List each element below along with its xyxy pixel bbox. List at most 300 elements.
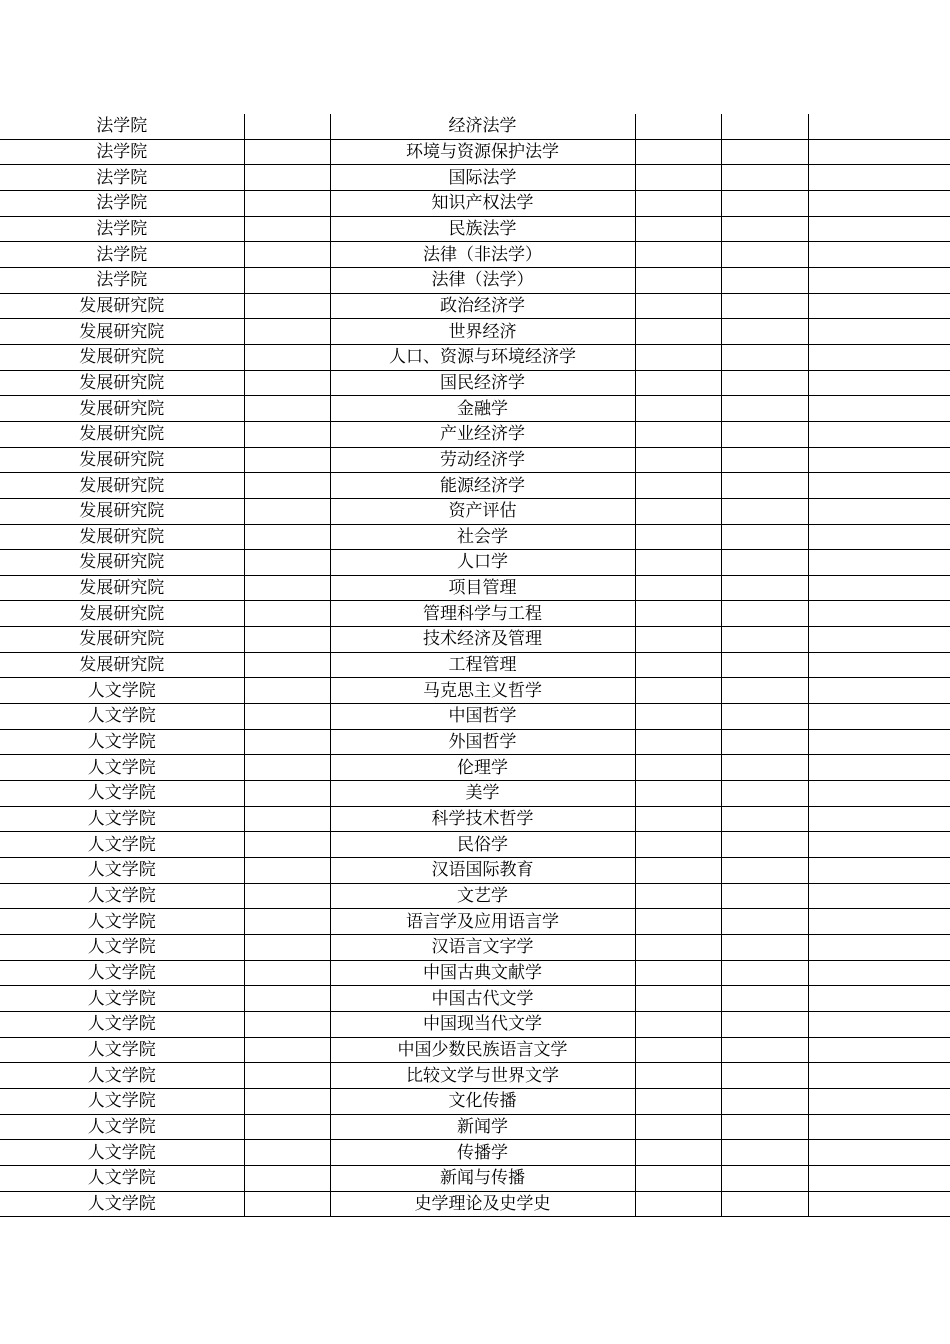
blank-cell (808, 421, 950, 447)
blank-cell (721, 575, 808, 601)
major-cell: 国际法学 (330, 165, 635, 191)
blank-cell (635, 627, 721, 653)
table-row (0, 678, 950, 704)
department-cell: 人文学院 (0, 1011, 244, 1037)
table-row (0, 729, 950, 755)
blank-cell (721, 704, 808, 730)
blank-cell (808, 139, 950, 165)
blank-cell (635, 370, 721, 396)
department-cell: 法学院 (0, 242, 244, 268)
blank-cell (244, 806, 330, 832)
blank-cell (721, 1011, 808, 1037)
blank-cell (721, 935, 808, 961)
blank-cell (808, 1114, 950, 1140)
department-cell: 人文学院 (0, 909, 244, 935)
blank-cell (808, 114, 950, 139)
major-cell: 文化传播 (330, 1088, 635, 1114)
department-cell: 发展研究院 (0, 370, 244, 396)
blank-cell (635, 858, 721, 884)
table-row (0, 524, 950, 550)
blank-cell (721, 293, 808, 319)
table-row (0, 447, 950, 473)
department-cell: 发展研究院 (0, 293, 244, 319)
blank-cell (721, 139, 808, 165)
department-cell: 人文学院 (0, 883, 244, 909)
blank-cell (721, 1037, 808, 1063)
table-row (0, 883, 950, 909)
blank-cell (635, 498, 721, 524)
department-cell: 发展研究院 (0, 498, 244, 524)
blank-cell (721, 1063, 808, 1089)
spreadsheet-table-region (0, 114, 950, 1217)
blank-cell (721, 370, 808, 396)
blank-cell (808, 396, 950, 422)
blank-cell (721, 627, 808, 653)
table-row (0, 960, 950, 986)
department-cell: 人文学院 (0, 858, 244, 884)
blank-cell (244, 883, 330, 909)
blank-cell (808, 832, 950, 858)
blank-cell (721, 344, 808, 370)
blank-cell (721, 447, 808, 473)
major-cell: 汉语言文字学 (330, 935, 635, 961)
major-cell: 中国少数民族语言文学 (330, 1037, 635, 1063)
blank-cell (808, 447, 950, 473)
blank-cell (635, 909, 721, 935)
blank-cell (635, 575, 721, 601)
blank-cell (635, 806, 721, 832)
major-cell: 史学理论及史学史 (330, 1191, 635, 1217)
department-cell: 人文学院 (0, 1037, 244, 1063)
blank-cell (721, 781, 808, 807)
department-cell: 人文学院 (0, 781, 244, 807)
blank-cell (808, 575, 950, 601)
department-cell: 人文学院 (0, 1114, 244, 1140)
department-cell: 法学院 (0, 190, 244, 216)
major-cell: 中国古代文学 (330, 986, 635, 1012)
major-cell: 民族法学 (330, 216, 635, 242)
blank-cell (635, 473, 721, 499)
table-row (0, 1114, 950, 1140)
blank-cell (721, 986, 808, 1012)
table-row (0, 1191, 950, 1217)
department-cell: 人文学院 (0, 1191, 244, 1217)
major-cell: 人口、资源与环境经济学 (330, 344, 635, 370)
blank-cell (635, 1114, 721, 1140)
major-cell: 语言学及应用语言学 (330, 909, 635, 935)
blank-cell (635, 139, 721, 165)
blank-cell (635, 832, 721, 858)
blank-cell (635, 1088, 721, 1114)
department-cell: 法学院 (0, 216, 244, 242)
blank-cell (808, 1063, 950, 1089)
table-row (0, 344, 950, 370)
blank-cell (808, 678, 950, 704)
department-cell: 人文学院 (0, 986, 244, 1012)
table-row (0, 909, 950, 935)
blank-cell (721, 729, 808, 755)
blank-cell (808, 1191, 950, 1217)
table-row (0, 139, 950, 165)
major-cell: 项目管理 (330, 575, 635, 601)
department-cell: 发展研究院 (0, 473, 244, 499)
table-row (0, 165, 950, 191)
blank-cell (808, 781, 950, 807)
major-cell: 传播学 (330, 1140, 635, 1166)
blank-cell (244, 1114, 330, 1140)
blank-cell (635, 319, 721, 345)
department-cell: 发展研究院 (0, 447, 244, 473)
table-row (0, 781, 950, 807)
major-cell: 政治经济学 (330, 293, 635, 319)
table-row (0, 652, 950, 678)
blank-cell (721, 319, 808, 345)
table-row (0, 627, 950, 653)
blank-cell (721, 550, 808, 576)
department-cell: 人文学院 (0, 678, 244, 704)
department-cell: 人文学院 (0, 832, 244, 858)
department-cell: 法学院 (0, 139, 244, 165)
blank-cell (808, 806, 950, 832)
blank-cell (808, 190, 950, 216)
blank-cell (635, 114, 721, 139)
blank-cell (808, 729, 950, 755)
blank-cell (721, 267, 808, 293)
table-row (0, 832, 950, 858)
blank-cell (244, 858, 330, 884)
blank-cell (244, 498, 330, 524)
table-row (0, 216, 950, 242)
blank-cell (244, 421, 330, 447)
table-row (0, 242, 950, 268)
major-cell: 法律（非法学） (330, 242, 635, 268)
blank-cell (244, 755, 330, 781)
blank-cell (244, 627, 330, 653)
blank-cell (244, 473, 330, 499)
major-cell: 汉语国际教育 (330, 858, 635, 884)
blank-cell (721, 1088, 808, 1114)
major-cell: 外国哲学 (330, 729, 635, 755)
blank-cell (635, 550, 721, 576)
blank-cell (721, 421, 808, 447)
table-row (0, 601, 950, 627)
blank-cell (808, 498, 950, 524)
table-row (0, 755, 950, 781)
blank-cell (808, 1165, 950, 1191)
table-row (0, 473, 950, 499)
blank-cell (635, 678, 721, 704)
department-cell: 发展研究院 (0, 652, 244, 678)
blank-cell (721, 909, 808, 935)
major-cell: 工程管理 (330, 652, 635, 678)
department-cell: 人文学院 (0, 755, 244, 781)
department-cell: 人文学院 (0, 729, 244, 755)
blank-cell (808, 344, 950, 370)
table-row (0, 704, 950, 730)
blank-cell (635, 190, 721, 216)
major-cell: 中国现当代文学 (330, 1011, 635, 1037)
blank-cell (244, 190, 330, 216)
table-row (0, 1165, 950, 1191)
blank-cell (808, 1011, 950, 1037)
major-cell: 科学技术哲学 (330, 806, 635, 832)
table-row (0, 986, 950, 1012)
blank-cell (808, 858, 950, 884)
blank-cell (244, 960, 330, 986)
major-cell: 管理科学与工程 (330, 601, 635, 627)
blank-cell (721, 396, 808, 422)
table-row (0, 319, 950, 345)
blank-cell (808, 960, 950, 986)
department-cell: 发展研究院 (0, 627, 244, 653)
blank-cell (635, 396, 721, 422)
major-cell: 知识产权法学 (330, 190, 635, 216)
blank-cell (635, 344, 721, 370)
blank-cell (635, 1063, 721, 1089)
blank-cell (808, 627, 950, 653)
table-row (0, 267, 950, 293)
blank-cell (635, 1037, 721, 1063)
major-cell: 劳动经济学 (330, 447, 635, 473)
blank-cell (244, 935, 330, 961)
blank-cell (244, 652, 330, 678)
table-row (0, 858, 950, 884)
blank-cell (808, 473, 950, 499)
blank-cell (244, 832, 330, 858)
major-cell: 法律（法学） (330, 267, 635, 293)
blank-cell (244, 396, 330, 422)
major-cell: 技术经济及管理 (330, 627, 635, 653)
blank-cell (635, 165, 721, 191)
table-row (0, 114, 950, 139)
table-row (0, 190, 950, 216)
blank-cell (244, 704, 330, 730)
blank-cell (721, 165, 808, 191)
blank-cell (808, 1037, 950, 1063)
table-row (0, 550, 950, 576)
blank-cell (721, 216, 808, 242)
blank-cell (244, 601, 330, 627)
blank-cell (244, 1191, 330, 1217)
table-row (0, 575, 950, 601)
blank-cell (808, 935, 950, 961)
blank-cell (635, 935, 721, 961)
blank-cell (635, 986, 721, 1012)
major-cell: 新闻学 (330, 1114, 635, 1140)
department-cell: 人文学院 (0, 1088, 244, 1114)
department-cell: 发展研究院 (0, 344, 244, 370)
blank-cell (808, 524, 950, 550)
blank-cell (635, 883, 721, 909)
blank-cell (635, 447, 721, 473)
major-cell: 社会学 (330, 524, 635, 550)
blank-cell (635, 781, 721, 807)
blank-cell (721, 960, 808, 986)
blank-cell (721, 190, 808, 216)
blank-cell (721, 1140, 808, 1166)
blank-cell (244, 165, 330, 191)
blank-cell (244, 447, 330, 473)
major-cell: 金融学 (330, 396, 635, 422)
department-cell: 法学院 (0, 114, 244, 139)
blank-cell (244, 319, 330, 345)
blank-cell (808, 601, 950, 627)
major-cell: 世界经济 (330, 319, 635, 345)
blank-cell (721, 114, 808, 139)
blank-cell (721, 1191, 808, 1217)
blank-cell (635, 242, 721, 268)
department-cell: 发展研究院 (0, 396, 244, 422)
blank-cell (635, 1011, 721, 1037)
department-cell: 发展研究院 (0, 524, 244, 550)
blank-cell (244, 1011, 330, 1037)
major-cell: 马克思主义哲学 (330, 678, 635, 704)
major-cell: 资产评估 (330, 498, 635, 524)
major-cell: 新闻与传播 (330, 1165, 635, 1191)
blank-cell (244, 216, 330, 242)
blank-cell (635, 1140, 721, 1166)
blank-cell (244, 1063, 330, 1089)
blank-cell (721, 1114, 808, 1140)
major-cell: 环境与资源保护法学 (330, 139, 635, 165)
blank-cell (808, 1140, 950, 1166)
blank-cell (721, 524, 808, 550)
blank-cell (244, 139, 330, 165)
blank-cell (635, 421, 721, 447)
major-cell: 中国哲学 (330, 704, 635, 730)
blank-cell (635, 1165, 721, 1191)
blank-cell (244, 1037, 330, 1063)
blank-cell (635, 293, 721, 319)
blank-cell (808, 216, 950, 242)
blank-cell (808, 909, 950, 935)
blank-cell (635, 755, 721, 781)
department-cell: 法学院 (0, 165, 244, 191)
blank-cell (721, 883, 808, 909)
blank-cell (244, 293, 330, 319)
blank-cell (808, 319, 950, 345)
blank-cell (635, 267, 721, 293)
table-row (0, 806, 950, 832)
blank-cell (721, 473, 808, 499)
blank-cell (721, 601, 808, 627)
blank-cell (808, 242, 950, 268)
blank-cell (244, 370, 330, 396)
blank-cell (635, 524, 721, 550)
blank-cell (635, 960, 721, 986)
major-cell: 美学 (330, 781, 635, 807)
table-row (0, 1140, 950, 1166)
table-row (0, 293, 950, 319)
blank-cell (721, 1165, 808, 1191)
blank-cell (808, 267, 950, 293)
blank-cell (635, 652, 721, 678)
blank-cell (635, 1191, 721, 1217)
blank-cell (721, 652, 808, 678)
blank-cell (244, 678, 330, 704)
major-cell: 经济法学 (330, 114, 635, 139)
blank-cell (635, 601, 721, 627)
blank-cell (244, 550, 330, 576)
blank-cell (244, 729, 330, 755)
major-cell: 人口学 (330, 550, 635, 576)
major-cell: 能源经济学 (330, 473, 635, 499)
blank-cell (808, 704, 950, 730)
blank-cell (721, 678, 808, 704)
blank-cell (808, 652, 950, 678)
blank-cell (808, 883, 950, 909)
blank-cell (721, 755, 808, 781)
blank-cell (808, 986, 950, 1012)
blank-cell (808, 755, 950, 781)
table-body (0, 114, 950, 1217)
table-row (0, 421, 950, 447)
blank-cell (808, 1088, 950, 1114)
major-cell: 民俗学 (330, 832, 635, 858)
blank-cell (244, 267, 330, 293)
blank-cell (635, 729, 721, 755)
blank-cell (721, 242, 808, 268)
department-cell: 人文学院 (0, 1063, 244, 1089)
department-cell: 发展研究院 (0, 601, 244, 627)
department-cell: 人文学院 (0, 1165, 244, 1191)
blank-cell (808, 370, 950, 396)
department-cell: 人文学院 (0, 960, 244, 986)
department-cell: 发展研究院 (0, 319, 244, 345)
blank-cell (635, 216, 721, 242)
department-major-table (0, 114, 950, 1217)
department-cell: 人文学院 (0, 806, 244, 832)
blank-cell (244, 1140, 330, 1166)
blank-cell (721, 498, 808, 524)
department-cell: 发展研究院 (0, 550, 244, 576)
blank-cell (244, 114, 330, 139)
blank-cell (808, 550, 950, 576)
department-cell: 发展研究院 (0, 575, 244, 601)
major-cell: 比较文学与世界文学 (330, 1063, 635, 1089)
blank-cell (244, 1165, 330, 1191)
major-cell: 中国古典文献学 (330, 960, 635, 986)
table-row (0, 1088, 950, 1114)
major-cell: 文艺学 (330, 883, 635, 909)
blank-cell (244, 344, 330, 370)
table-row (0, 396, 950, 422)
department-cell: 人文学院 (0, 935, 244, 961)
blank-cell (244, 575, 330, 601)
blank-cell (808, 165, 950, 191)
department-cell: 法学院 (0, 267, 244, 293)
blank-cell (635, 704, 721, 730)
department-cell: 发展研究院 (0, 421, 244, 447)
blank-cell (244, 909, 330, 935)
blank-cell (721, 858, 808, 884)
blank-cell (808, 293, 950, 319)
blank-cell (244, 1088, 330, 1114)
department-cell: 人文学院 (0, 1140, 244, 1166)
table-row (0, 1063, 950, 1089)
table-row (0, 498, 950, 524)
table-row (0, 1011, 950, 1037)
major-cell: 产业经济学 (330, 421, 635, 447)
blank-cell (721, 832, 808, 858)
blank-cell (244, 781, 330, 807)
blank-cell (244, 986, 330, 1012)
major-cell: 国民经济学 (330, 370, 635, 396)
table-row (0, 370, 950, 396)
table-row (0, 935, 950, 961)
blank-cell (721, 806, 808, 832)
blank-cell (244, 242, 330, 268)
